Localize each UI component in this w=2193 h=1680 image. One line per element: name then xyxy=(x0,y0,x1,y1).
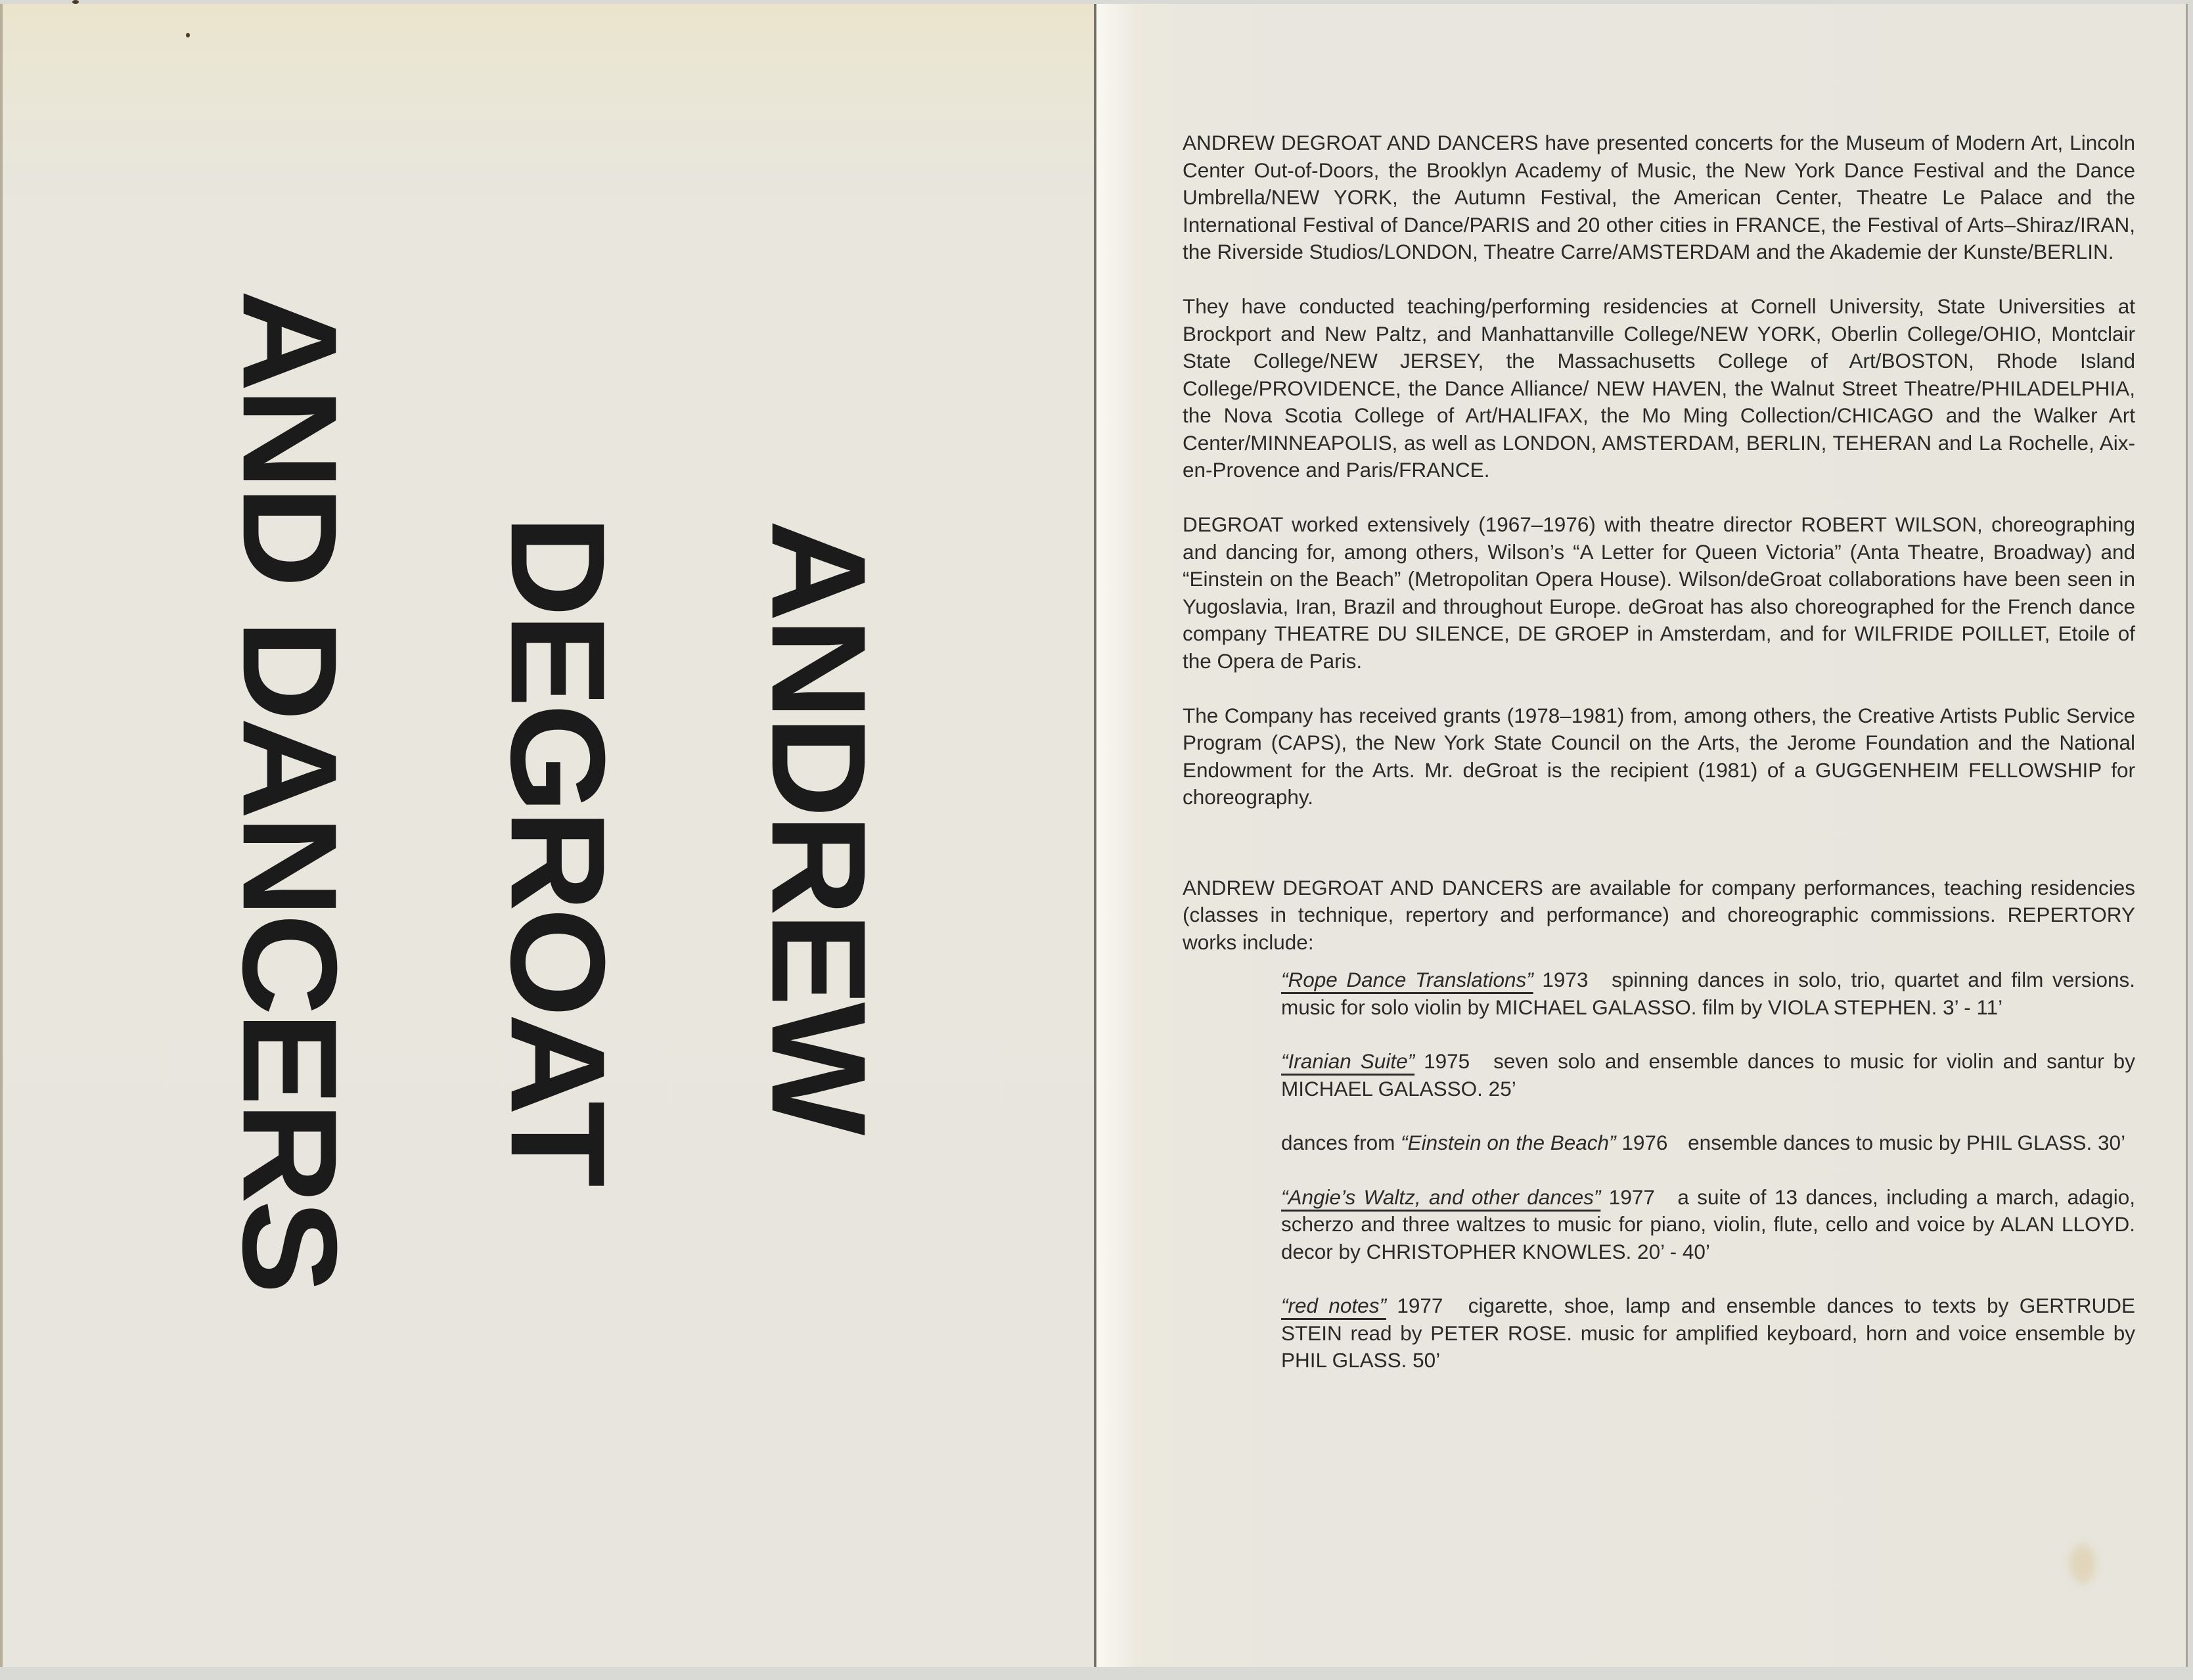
repertory-title: “Rope Dance Translations” xyxy=(1281,968,1533,991)
paragraph-wilson-collaboration: DEGROAT worked extensively (1967–1976) with theatre director ROBERT WILSON, choreographing and dancing for, among others, Wilson’s “A Letter for Queen Victoria” (Anta Theatre, Broadway) and “Einstein on the Beach” (Metropolitan Opera House). Wilson/deGroat collaborations have been seen in Yugoslavia, Iran, Brazil and throughout Europe. deGroat has also choreographed for the French dance company THEATRE DU SILENCE, DE GROEP in Amsterdam, and for WILFRIDE POILLET, Etoile of the Opera de Paris. xyxy=(1183,512,2135,673)
repertory-year: 1973 xyxy=(1542,968,1589,991)
paper-speck xyxy=(72,0,79,4)
repertory-year: 1977 xyxy=(1397,1294,1443,1317)
inside-text-column xyxy=(1183,129,2135,1401)
cover-title-and-dancers: AND DANCERS xyxy=(215,290,365,1290)
repertory-list xyxy=(1281,966,2135,1374)
paragraph-grants: The Company has received grants (1978–1981) from, among others, the Creative Artists Public Service Program (CAPS), the New York State Council on the Arts, the Jerome Foundation and the National Endowment for the Arts. Mr. deGroat is the recipient (1981) of a GUGGENHEIM FELLOWSHIP for choreography. xyxy=(1183,703,2135,809)
cover-title-andrew: ANDREW xyxy=(744,520,894,1132)
paper-stain xyxy=(2069,1544,2096,1583)
repertory-title: “Einstein on the Beach” xyxy=(1401,1131,1616,1154)
repertory-item xyxy=(1281,1292,2135,1374)
paragraph-residencies: They have conducted teaching/performing residencies at Cornell University, State Universities at Brockport and New Paltz, and Manhattanville College/NEW YORK, Oberlin College/OHIO, Montclair State College/NEW JERSEY, the Massachusetts College of Art/BOSTON, Rhode Island College/PROVIDENCE, the Dance Alliance/ NEW HAVEN, the Walnut Street Theatre/PHILADELPHIA, the Nova Scotia College of Art/HALIFAX, the Mo Ming Collection/CHICAGO and the Walker Art Center/MINNEAPOLIS, as well as LONDON, AMSTERDAM, BERLIN, TEHERAN and La Rochelle, Aix-en-Provence and Paris/FRANCE. xyxy=(1183,294,2135,482)
paragraph-availability: ANDREW DEGROAT AND DANCERS are available for company performances, teaching residencies (classes in technique, repertory and performance) and choreographic commissions. REPERTORY works include: xyxy=(1183,875,2135,954)
repertory-description: spinning dances in solo, trio, quartet and film versions. music for solo violin by MICHAEL GALASSO. film by VIOLA STEPHEN. 3’ - 11’ xyxy=(1281,968,2136,1019)
repertory-year: 1977 xyxy=(1608,1185,1655,1209)
cover-page xyxy=(0,4,1098,1667)
repertory-year: 1975 xyxy=(1424,1049,1470,1073)
repertory-prefix: dances from xyxy=(1281,1131,1401,1154)
repertory-description: a suite of 13 dances, including a march, adagio, scherzo and three waltzes to music for piano, violin, flute, cello and voice by ALAN LLOYD. decor by CHRISTOPHER KNOWLES. 20’ - 40’ xyxy=(1281,1185,2135,1263)
repertory-item xyxy=(1281,1048,2135,1102)
cover-title-degroat: DEGROAT xyxy=(483,515,633,1184)
repertory-title: “Iranian Suite” xyxy=(1281,1049,1415,1073)
repertory-year: 1976 xyxy=(1621,1131,1668,1154)
repertory-description: ensemble dances to music by PHIL GLASS. 30’ xyxy=(1688,1131,2126,1154)
repertory-description: seven solo and ensemble dances to music for violin and santur by MICHAEL GALASSO. 25’ xyxy=(1281,1049,2135,1101)
repertory-item xyxy=(1281,966,2135,1021)
repertory-item xyxy=(1281,1184,2135,1266)
repertory-title: “Angie’s Waltz, and other dances” xyxy=(1281,1185,1601,1209)
repertory-item xyxy=(1281,1129,2135,1157)
fold-highlight xyxy=(1096,4,1136,1667)
repertory-description: cigarette, shoe, lamp and ensemble dances to texts by GERTRUDE STEIN read by PETER ROSE. music for amplified keyboard, horn and voice ensemble by PHIL GLASS. 50’ xyxy=(1281,1294,2135,1372)
paragraph-performances: ANDREW DEGROAT AND DANCERS have presented concerts for the Museum of Modern Art, Lincoln Center Out-of-Doors, the Brooklyn Academy of Music, the New York Dance Festival and the Dance Umbrella/NEW YORK, the Autumn Festival, the American Center, Theatre Le Palace and the International Festival of Dance/PARIS and 20 other cities in FRANCE, the Festival of Arts–Shiraz/IRAN, the Riverside Studios/LONDON, Theatre Carre/AMSTERDAM and the Akademie der Kunste/BERLIN. xyxy=(1183,131,2135,263)
paper-speck xyxy=(186,33,190,37)
repertory-title: “red notes” xyxy=(1281,1294,1386,1317)
